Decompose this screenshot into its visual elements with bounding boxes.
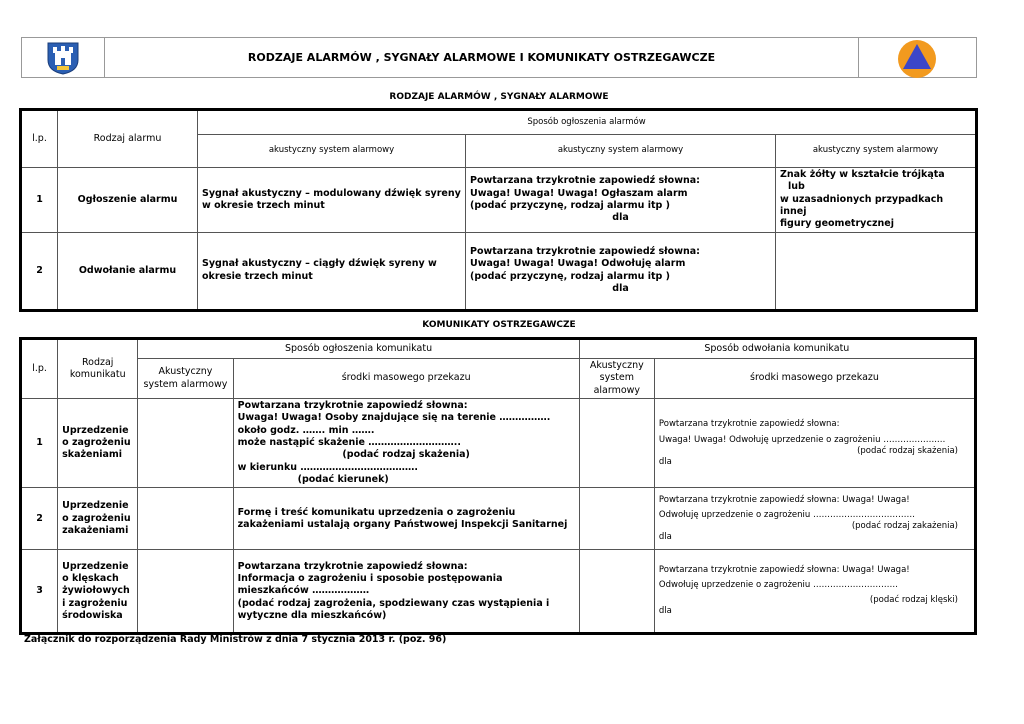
col-alarm-method: Sposób ogłoszenia alarmów bbox=[198, 110, 977, 135]
warnings-table bbox=[19, 337, 977, 635]
col-media-cancel: środki masowego przekazu bbox=[654, 359, 975, 399]
row-lp: 2 bbox=[21, 232, 58, 310]
col-acoustic-1: akustyczny system alarmowy bbox=[198, 135, 466, 168]
row-cancel: Powtarzana trzykrotnie zapowiedź słowna: Uwaga! Uwaga! Odwołuję uprzedzenie o zagrożeniu ……………………………… (podać rodzaj zakażenia) dla bbox=[654, 488, 975, 550]
footer-note: Załącznik do rozporządzenia Rady Ministrów z dnia 7 stycznia 2013 r. (poz. 96) bbox=[24, 634, 447, 645]
col-warning-type: Rodzaj komunikatu bbox=[58, 339, 138, 399]
table-row bbox=[21, 399, 976, 488]
row-lp: 1 bbox=[21, 168, 58, 233]
row-announce: Powtarzana trzykrotnie zapowiedź słowna: Uwaga! Uwaga! Osoby znajdujące się na terenie ……………. około godz. ……. min ……. może nastąpić skażenie ……………………….. (podać rodzaj skażenia) w kierunku ………………………………. (podać kierunek) bbox=[233, 399, 579, 488]
row-announce: Formę i treść komunikatu uprzedzenia o zagrożeniu zakażeniami ustalają organy Państwowej Inspekcji Sanitarnej bbox=[233, 488, 579, 550]
table-row bbox=[21, 550, 976, 634]
row-cancel: Powtarzana trzykrotnie zapowiedź słowna: Uwaga! Uwaga! Odwołuję uprzedzenie o zagrożeniu ………………………… (podać rodzaj klęski) dla bbox=[654, 550, 975, 634]
civil-defence-icon bbox=[897, 39, 937, 79]
row-signal: Sygnał akustyczny – modulowany dźwięk syreny w okresie trzech minut bbox=[198, 168, 466, 233]
col-cancel: Sposób odwołania komunikatu bbox=[579, 339, 975, 359]
alarms-table bbox=[19, 108, 978, 312]
document-header bbox=[21, 37, 977, 78]
row-message: Powtarzana trzykrotnie zapowiedź słowna: Uwaga! Uwaga! Uwaga! Ogłaszam alarm (podać przyczynę, rodzaj alarmu itp ) dla bbox=[466, 168, 776, 233]
col-acoustic-3: akustyczny system alarmowy bbox=[776, 135, 977, 168]
col-alarm-type: Rodzaj alarmu bbox=[58, 110, 198, 168]
col-lp: l.p. bbox=[21, 339, 58, 399]
civil-defence-cell bbox=[858, 38, 976, 77]
table-row bbox=[21, 488, 976, 550]
col-media-announce: środki masowego przekazu bbox=[233, 359, 579, 399]
row-alarm-type: Odwołanie alarmu bbox=[58, 232, 198, 310]
coat-of-arms-icon bbox=[47, 42, 79, 75]
row-acoustic-announce bbox=[138, 550, 233, 634]
row-acoustic-cancel bbox=[579, 399, 654, 488]
row-acoustic-announce bbox=[138, 399, 233, 488]
row-acoustic-cancel bbox=[579, 488, 654, 550]
col-acoustic-cancel: Akustyczny system alarmowy bbox=[579, 359, 654, 399]
alarms-section-title: RODZAJE ALARMÓW , SYGNAŁY ALARMOWE bbox=[389, 92, 609, 102]
row-lp: 3 bbox=[21, 550, 58, 634]
row-cancel: Powtarzana trzykrotnie zapowiedź słowna: Uwaga! Uwaga! Odwołuję uprzedzenie o zagrożeniu ……………….… (podać rodzaj skażenia) dla bbox=[654, 399, 975, 488]
logo-cell bbox=[22, 38, 105, 77]
table-row bbox=[21, 232, 977, 310]
row-lp: 2 bbox=[21, 488, 58, 550]
row-message: Powtarzana trzykrotnie zapowiedź słowna: Uwaga! Uwaga! Uwaga! Odwołuję alarm (podać przyczynę, rodzaj alarmu itp ) dla bbox=[466, 232, 776, 310]
row-acoustic-announce bbox=[138, 488, 233, 550]
row-warning-type: Uprzedzenie o zagrożeniu skażeniami bbox=[58, 399, 138, 488]
row-acoustic-cancel bbox=[579, 550, 654, 634]
row-visual: Znak żółty w kształcie trójkąta lub w uzasadnionych przypadkach innej figury geometrycznej bbox=[776, 168, 977, 233]
row-announce: Powtarzana trzykrotnie zapowiedź słowna: Informacja o zagrożeniu i sposobie postępowania mieszkańców ……………… (podać rodzaj zagrożenia, spodziewany czas wystąpienia i wytyczne dla mieszkańców) bbox=[233, 550, 579, 634]
document-title: RODZAJE ALARMÓW , SYGNAŁY ALARMOWE I KOMUNIKATY OSTRZEGAWCZE bbox=[247, 51, 716, 64]
col-lp: l.p. bbox=[21, 110, 58, 168]
row-warning-type: Uprzedzenie o zagrożeniu zakażeniami bbox=[58, 488, 138, 550]
row-alarm-type: Ogłoszenie alarmu bbox=[58, 168, 198, 233]
col-acoustic-announce: Akustyczny system alarmowy bbox=[138, 359, 233, 399]
row-visual bbox=[776, 232, 977, 310]
row-lp: 1 bbox=[21, 399, 58, 488]
table-row bbox=[21, 168, 977, 233]
warnings-section-title: KOMUNIKATY OSTRZEGAWCZE bbox=[422, 320, 576, 330]
row-signal: Sygnał akustyczny – ciągły dźwięk syreny w okresie trzech minut bbox=[198, 232, 466, 310]
col-acoustic-2: akustyczny system alarmowy bbox=[466, 135, 776, 168]
row-warning-type: Uprzedzenie o klęskach żywiołowych i zagrożeniu środowiska bbox=[58, 550, 138, 634]
col-announce: Sposób ogłoszenia komunikatu bbox=[138, 339, 579, 359]
